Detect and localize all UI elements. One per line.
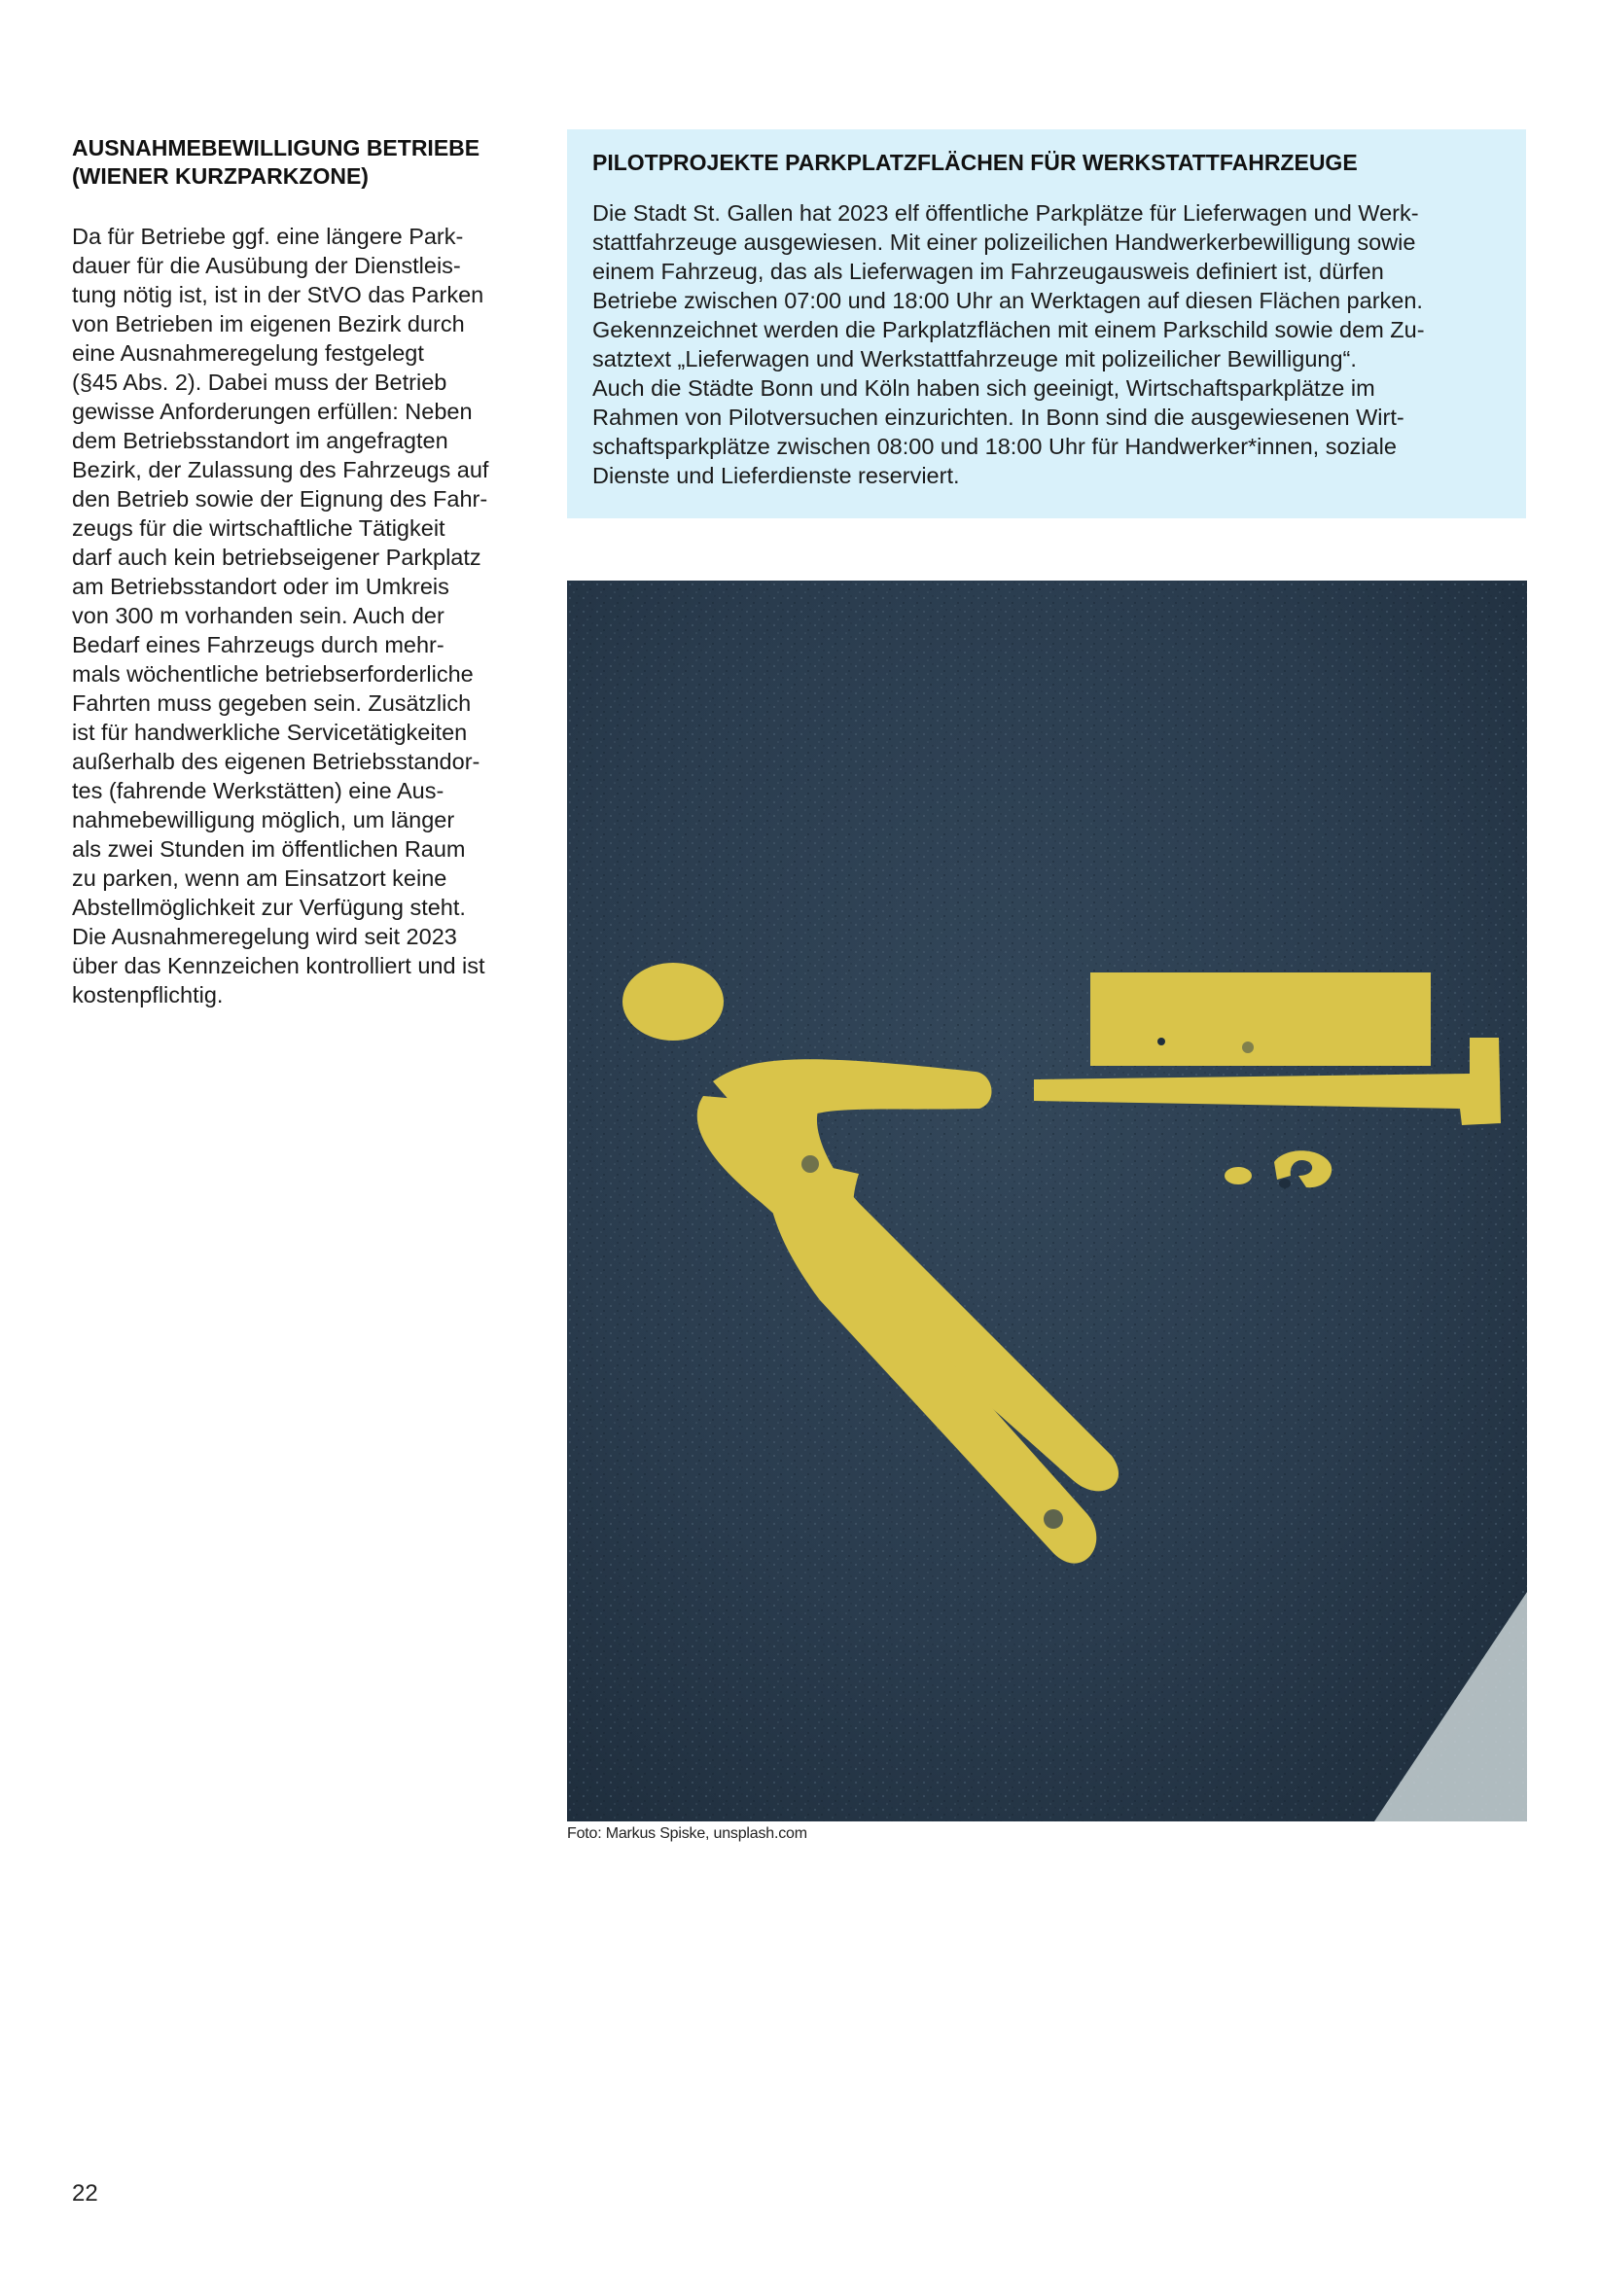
- info-box-body: Die Stadt St. Gallen hat 2023 elf öffentliche Parkplätze für Lieferwagen und Werk- stattfahrzeuge ausgewiesen. Mit einer polizeilichen Handwerkerbewilligung sowie einem Fahrzeug, das als Lieferwagen im Fahrzeugausweis definiert ist, dürfen Betriebe zwischen 07:00 und 18:00 Uhr an Werktagen auf diesen Flächen parken. Gekennzeichnet werden die Parkplatzflächen mit einem Parkschild sowie dem Zu- satztext „Lieferwagen und Werkstattfahrzeuge mit polizeilicher Bewilligung“. Auch die Städte Bonn und Köln haben sich geeinigt, Wirtschaftsparkplätze im Rahmen von Pilotversuchen einzurichten. In Bonn sind die ausgewiesenen Wirt- schaftsparkplätze zwischen 08:00 und 18:00 Uhr für Handwerker*innen, soziale Dienste und Lieferdienste reserviert.: [592, 200, 1425, 488]
- info-box-pilotprojekte: [567, 129, 1526, 518]
- section-heading-ausnahmebewilligung: AUSNAHMEBEWILLIGUNG BETRIEBE (WIENER KURZPARKZONE): [72, 135, 480, 189]
- page-number: 22: [72, 2180, 98, 2207]
- left-column: [72, 134, 537, 1009]
- worker-head-marking: [622, 963, 724, 1041]
- road-marking-photo: [567, 581, 1527, 1821]
- photo-caption: Foto: Markus Spiske, unsplash.com: [567, 1825, 807, 1842]
- worker-pushing-cart-road-marking-icon: [567, 581, 1527, 1821]
- section-body-ausnahmebewilligung: Da für Betriebe ggf. eine längere Park- dauer für die Ausübung der Dienstleis- tung nötig ist, ist in der StVO das Parken von Betrieben im eigenen Bezirk durch eine Ausnahmeregelung festgelegt (§45 Abs. 2). Dabei muss der Betrieb gewisse Anforderungen erfüllen: Neben dem Betriebsstandort im angefragten Bezirk, der Zulassung des Fahrzeugs auf den Betrieb sowie der Eignung des Fahr- zeugs für die wirtschaftliche Tätigkeit darf auch kein betriebseigener Parkplatz am Betriebsstandort oder im Umkreis von 300 m vorhanden sein. Auch der Bedarf eines Fahrzeugs durch mehr- mals wöchentliche betriebserforderliche Fahrten muss gegeben sein. Zusätzlich ist für handwerkliche Servicetätigkeiten außerhalb des eigenen Betriebsstandor- tes (fahrende Werkstätten) eine Aus- nahmebewilligung möglich, um länger als zwei Stunden im öffentlichen Raum zu parken, wenn am Einsatzort keine Abstellmöglichkeit zur Verfügung steht. Die Ausnahmeregelung wird seit 2023 über das Kennzeichen kontrolliert und ist kostenpflichtig.: [72, 224, 489, 1007]
- info-box-heading: PILOTPROJEKTE PARKPLATZFLÄCHEN FÜR WERKSTATTFAHRZEUGE: [592, 150, 1358, 175]
